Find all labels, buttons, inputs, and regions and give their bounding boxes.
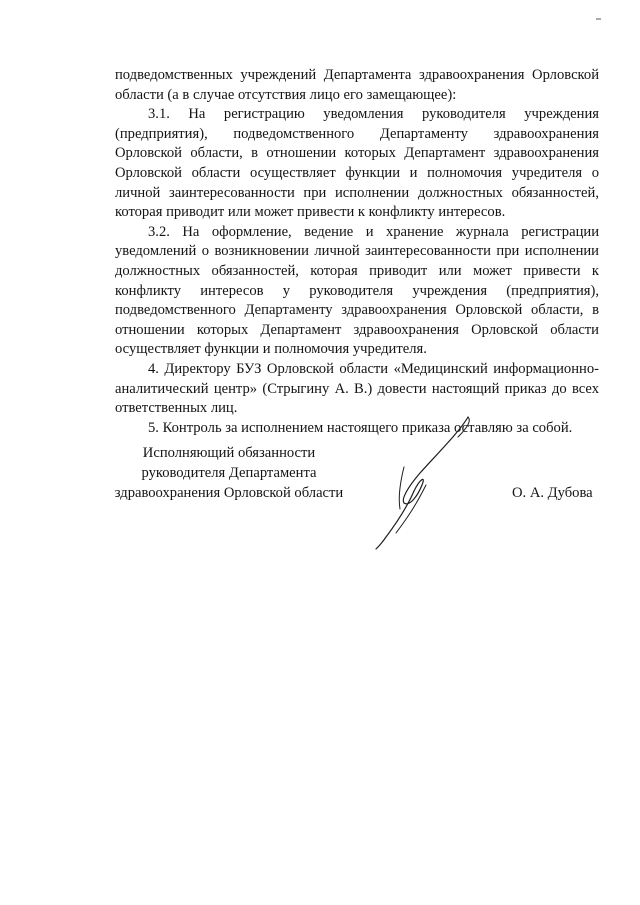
signer-position bbox=[98, 443, 360, 503]
paragraph-3-1: 3.1. На регистрацию уведомления руководителя учреждения (предприятия), подведомственного Департаменту здравоохранения Орловской области, в отношении которых Департамент здравоохранения Орловской области осуществляет функции и полномочия учредителя о личной заинтересованности при исполнении должностных обязанностей, которая приводит или может привести к конфликту интересов. bbox=[115, 106, 599, 221]
paragraph-4: 4. Директору БУЗ Орловской области «Медицинский информационно-аналитический центр» (Стрыгину А. В.) довести настоящий приказ до всех ответственных лиц. bbox=[115, 360, 599, 417]
scan-mark bbox=[596, 17, 602, 21]
paragraph-3-2: 3.2. На оформление, ведение и хранение журнала регистрации уведомлений о возникновении личной заинтересованности при исполнении должностных обязанностей, которая приводит или может привести к конфликту интересов у руководителя учреждения (предприятия), подведомственного Департаменту здравоохранения Орловской области, в отношении которых Департамент здравоохранения Орловской области осуществляет функции и полномочия учредителя. bbox=[115, 223, 599, 358]
signer-position-line-2: руководителя Департамента bbox=[141, 465, 317, 481]
signer-position-line-1: Исполняющий обязанности bbox=[142, 445, 316, 461]
document-body bbox=[115, 66, 599, 438]
paragraph-5: 5. Контроль за исполнением настоящего приказа оставляю за собой. bbox=[148, 419, 573, 436]
signer-position-line-3: здравоохранения Орловской области bbox=[114, 485, 344, 501]
handwritten-signature bbox=[368, 413, 488, 553]
paragraph-continuation: подведомственных учреждений Департамента здравоохранения Орловской области (а в случае отсутствия лицо его замещающее): bbox=[115, 67, 599, 103]
signer-name: О. А. Дубова bbox=[512, 485, 593, 501]
